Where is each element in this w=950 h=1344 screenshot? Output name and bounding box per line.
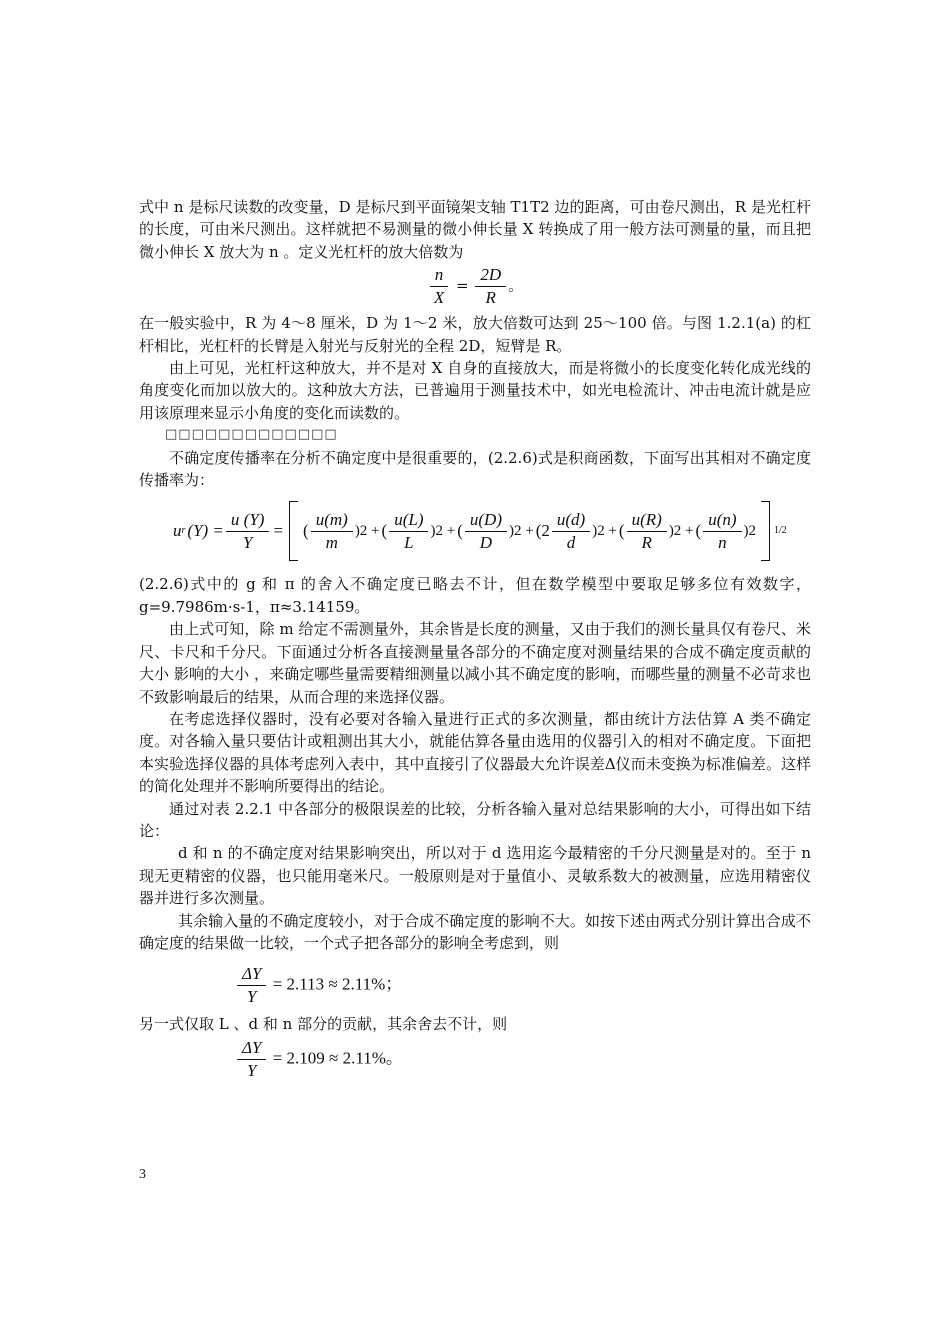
- eq2-terms: [302, 510, 757, 553]
- eq2-term-post: )2 +: [592, 523, 617, 540]
- eq2-term: [457, 510, 534, 553]
- eq2-power: 1/2: [774, 525, 787, 537]
- eq2-term-num: u(R): [627, 510, 667, 532]
- eq2-term: [619, 510, 694, 553]
- eq3-num: ΔY: [237, 964, 266, 986]
- eq2-lhs: u: [173, 521, 182, 541]
- eq2-term: [303, 510, 380, 553]
- eq2-lhs-arg: (Y) =: [187, 521, 224, 541]
- paragraph-9: d 和 n 的不确定度对结果影响突出，所以对于 d 选用迄今最精密的千分尺测量是对的。至于 n 现无更精密的仪器，也只能用毫米尺。一般原则是对于量值小、灵敏系数大的被测量，应选用精密仪器并进行多次测量。: [139, 844, 811, 908]
- eq4-end: 。: [385, 1048, 403, 1068]
- result-formula-partial: [235, 1038, 811, 1081]
- page-number: 3: [139, 1167, 146, 1182]
- eq2-term-num: u(d): [552, 510, 590, 532]
- eq1-lhs-den: X: [433, 288, 445, 308]
- eq1-lhs-num: n: [430, 265, 449, 287]
- paragraph-5: (2.2.6)式中的 g 和 π 的舍入不确定度已略去不计，但在数学模型中要取足够多位有效数字，g=9.7986m·s-1，π≈3.14159。: [139, 575, 811, 616]
- result-formula-full: [235, 964, 811, 1007]
- eq2-term-den: d: [566, 532, 576, 552]
- eq2-term-post: )2 +: [354, 523, 380, 540]
- eq1-equals: =: [456, 276, 469, 295]
- eq2-term-pre: (: [618, 521, 625, 541]
- eq2-term-post: )2 +: [668, 523, 694, 540]
- right-bracket: [761, 501, 770, 561]
- eq2-term-pre: (: [381, 521, 388, 541]
- eq2-term-num: u(m): [311, 510, 353, 532]
- eq2-term-num: u(L): [389, 510, 428, 532]
- eq2-term: [696, 510, 757, 553]
- eq3-end: ；: [385, 974, 403, 994]
- eq2-term: [536, 510, 617, 553]
- eq2-frac-den: Y: [242, 532, 253, 552]
- paragraph-6: 由上式可知，除 m 给定不需测量外，其余皆是长度的测量，又由于我们的测长量具仅有卷尺、米尺、卡尺和千分尺。下面通过分析各直接测量量各部分的不确定度对测量结果的合成不确定度贡献的大小 影响的大小 ，来确定哪些量需要精细测量以减小其不确定度的影响，而哪些量的测量不必苛求也不致影响最后的结果，从而合理的来选择仪器。: [139, 620, 811, 706]
- eq2-term-den: R: [641, 532, 652, 552]
- eq3-den: Y: [246, 987, 257, 1007]
- paragraph-2: 在一般实验中，R 为 4～8 厘米，D 为 1～2 米，放大倍数可达到 25～100 倍。与图 1.2.1(a) 的杠杆相比，光杠杆的长臂是入射光与反射光的全程 2D，短臂是 R。: [139, 314, 811, 355]
- paragraph-3: 由上可见，光杠杆这种放大，并不是对 X 自身的直接放大，而是将微小的长度变化转化成光线的角度变化而加以放大的。这种放大方法，已普遍用于测量技术中，如光电检流计、冲击电流计就是应用该原理来显示小角度的变化而读数的。: [139, 359, 811, 422]
- eq2-term-pre: (: [695, 521, 702, 541]
- eq2-term-post: )2: [743, 523, 757, 540]
- eq2-term-pre: (: [457, 521, 463, 541]
- paragraph-4: 不确定度传播率在分析不确定度中是很重要的，(2.2.6)式是积商函数，下面写出其相对不确定度传播率为：: [139, 448, 811, 490]
- eq2-term-den: L: [404, 532, 414, 552]
- eq2-term-den: n: [718, 532, 727, 552]
- eq2-term: [382, 510, 456, 553]
- paragraph-1: 式中 n 是标尺读数的改变量，D 是标尺到平面镜架支轴 T1T2 边的距离，可由卷尺测出，R 是光杠杆的长度，可由米尺测出。这样就把不易测量的微小伸长量 X 转换成了用一般方法可测量的量，而且把微小伸长 X 放大为 n 。定义光杠杆的放大倍数为: [139, 198, 811, 261]
- left-bracket: [289, 501, 298, 561]
- paragraph-8: 通过对表 2.2.1 中各部分的极限误差的比较，分析各输入量对总结果影响的大小，可得出如下结论：: [139, 799, 811, 840]
- eq2-term-post: )2 +: [430, 523, 456, 540]
- magnification-formula: [139, 265, 811, 308]
- eq1-rhs-den: R: [485, 288, 496, 308]
- garbled-heading: □□□□□□□□□□□□□: [165, 427, 338, 443]
- eq2-lhs-sub: r: [181, 525, 186, 537]
- uncertainty-propagation-formula: u r (Y) = $\frac{u (Y)}{Y}$ = ( $\frac{u(m)}{m}$ )2 + ( $\frac{u(L)}{L}$ )2 + ( $\frac{u(D)}{D}$ )2 + (2 $\frac{u(d)}{d}$ )2 + ( $\frac{u(R)}{R}$ )2 + ( $\frac{u(n)}{n}$ )2 1/2: [173, 499, 811, 563]
- eq2-term-den: m: [325, 532, 338, 552]
- eq1-rhs-num: 2D: [475, 265, 506, 287]
- paragraph-11: 另一式仅取 L 、d 和 n 部分的贡献，其余舍去不计，则: [139, 1015, 508, 1034]
- eq3-rhs: = 2.113 ≈ 2.11%: [272, 974, 386, 994]
- eq2-term-den: D: [479, 532, 493, 552]
- document-body: [139, 196, 811, 1081]
- eq2-term-num: u(D): [465, 510, 507, 532]
- paragraph-7: 在考虑选择仪器时，没有必要对各输入量进行正式的多次测量，都由统计方法估算 A 类不确定度。对各输入量只要估计或粗测出其大小，就能估算各量由选用的仪器引入的相对不确定度。下面把本实验选择仪器的具体考虑列入表中，其中直接引了仪器最大允许误差Δ仪而未变换为标准偏差。这样的简化处理并不影响所要得出的结论。: [139, 709, 811, 796]
- eq2-term-post: )2 +: [508, 523, 534, 540]
- eq2-term-pre: (: [303, 521, 309, 541]
- eq4-den: Y: [246, 1060, 257, 1080]
- eq4-rhs: = 2.109 ≈ 2.11%: [272, 1048, 386, 1068]
- eq1-end: 。: [508, 276, 524, 295]
- paragraph-10: 其余输入量的不确定度较小，对于合成不确定度的影响不大。如按下述由两式分别计算出合成不确定度的结果做一比较，一个式子把各部分的影响全考虑到，则: [139, 911, 811, 952]
- eq4-num: ΔY: [237, 1038, 266, 1060]
- eq2-term-num: u(n): [703, 510, 741, 532]
- eq2-frac-num: u (Y): [226, 510, 270, 532]
- eq2-term-pre: (2: [535, 521, 550, 541]
